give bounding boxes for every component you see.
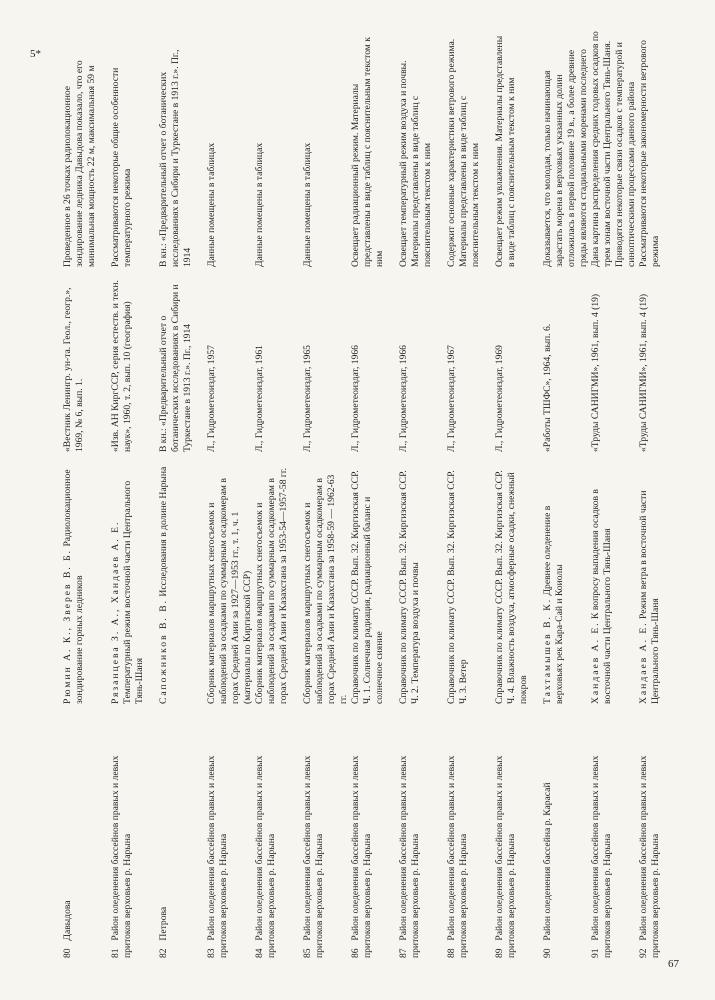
area-text: Район оледенения бассейнов правых и левых притоков верховьев р. Нарына bbox=[110, 755, 133, 958]
source-cell: «Труды САНИГМИ», 1961, вып. 4 (19) bbox=[590, 293, 601, 452]
work-title: Радиолокационное зондирование горных ледников bbox=[62, 469, 85, 704]
source-cell: «Труды САНИГМИ», 1961, вып. 4 (19) bbox=[638, 293, 649, 452]
source-cell: В кн.: «Предварительный отчет о ботанических исследованиях в Сибири и Туркестане в 1913 г.». Пг., 1914 bbox=[158, 284, 193, 452]
work-cell bbox=[206, 452, 254, 704]
content-cell: Освещает режим увлажнения. Материалы представлены в виде таблиц с пояснительным текстом к ним bbox=[494, 35, 517, 267]
area-text: Район оледенения бассейнов правых и левых притоков верховьев р. Нарына bbox=[302, 755, 325, 958]
source-cell: Л., Гидрометеоиздат, 1966 bbox=[398, 345, 409, 452]
work-cell bbox=[494, 452, 542, 704]
area-text: Район оледенения бассейнов правых и левых притоков верховьев р. Нарына bbox=[446, 755, 469, 958]
table-row bbox=[110, 30, 158, 958]
content-cell: Содержит основные характеристики ветрового режима. Материалы представлены в виде таблиц с пояснительным текстом к ним bbox=[446, 38, 481, 267]
work-cell bbox=[302, 452, 350, 704]
table-row bbox=[206, 30, 254, 958]
author-name: Рюмин А. К., Зверев В. Б. bbox=[62, 548, 73, 704]
table-row bbox=[590, 30, 638, 958]
work-cell bbox=[398, 452, 446, 704]
content-cell: Рассматриваются некоторые общие особенности температурного режима bbox=[110, 67, 133, 267]
source-cell: Л., Гидрометеоиздат, 1966 bbox=[350, 345, 361, 452]
glaciation-area-cell bbox=[398, 704, 446, 958]
area-text: Петрова bbox=[158, 906, 169, 941]
author-name: Сапожников В. В. bbox=[158, 598, 169, 704]
entry-number: 90 bbox=[542, 948, 553, 958]
work-title: Режим ветра в восточной части Центрального Тянь-Шаня bbox=[638, 490, 661, 704]
glaciation-area-cell bbox=[590, 704, 638, 958]
work-title: Справочник по климату СССР. Вып. 32. Киргизская ССР. Ч. 2. Температура воздуха и почвы bbox=[398, 470, 421, 704]
work-title: К вопросу выпадения осадков в восточной части Центрального Тянь-Шаня bbox=[590, 489, 613, 704]
content-cell: Данные помещены в таблицах bbox=[302, 142, 313, 267]
source-cell: Л., Гидрометеоиздат, 1969 bbox=[494, 345, 505, 452]
area-text: Район оледенения бассейнов правых и левых притоков верховьев р. Нарына bbox=[254, 755, 277, 958]
entry-number: 84 bbox=[254, 948, 265, 958]
content-cell: Данные помещены в таблицах bbox=[206, 142, 217, 267]
area-text: Район оледенения бассейнов правых и левых притоков верховьев р. Нарына bbox=[350, 755, 373, 958]
work-title: Температурный режим восточной части Центрального Тянь-Шаня bbox=[122, 480, 145, 704]
area-text: Район оледенения бассейнов правых и левых притоков верховьев р. Нарына bbox=[638, 755, 661, 958]
entry-number: 91 bbox=[590, 948, 601, 958]
entry-number: 81 bbox=[110, 948, 121, 958]
entry-number: 83 bbox=[206, 948, 217, 958]
work-cell bbox=[542, 452, 590, 704]
table-row bbox=[446, 30, 494, 958]
entry-number: 92 bbox=[638, 948, 649, 958]
work-cell bbox=[254, 452, 302, 704]
glaciation-area-cell bbox=[254, 704, 302, 958]
corner-mark: 5* bbox=[30, 48, 41, 60]
table-row bbox=[158, 30, 206, 958]
entry-number: 82 bbox=[158, 948, 169, 958]
table-row bbox=[494, 30, 542, 958]
table-row bbox=[542, 30, 590, 958]
source-cell: Л., Гидрометеоиздат, 1967 bbox=[446, 345, 457, 452]
work-title: Сборник материалов маршрутных снегосъемок и наблюдений за осадками по суммарным осадкомерам в горах Средней Азии за 1927—1953 гг., т. 1, ч. 1 (материалы по Киргизской ССР) bbox=[206, 478, 253, 704]
work-title: Справочник по климату СССР. Вып. 32. Киргизская ССР. Ч. 1. Солнечная радиация, радиационный баланс и солнечное сияние bbox=[350, 470, 385, 704]
work-cell bbox=[446, 452, 494, 704]
work-cell bbox=[110, 452, 158, 704]
work-cell bbox=[638, 452, 686, 704]
work-title: Сборник материалов маршрутных снегосъемок и наблюдений за осадками по суммарным осадкомерам в горах Средней Азии и Казахстана за 1953-54—1957-58 гг. bbox=[254, 467, 289, 704]
content-cell: Доказывается, что молодая, только начинающая зарастать морена в верховьях указанных долин отложилась в первой половине 19 в., а более древние гряды являются стадиальными моренами последнего bbox=[542, 49, 589, 267]
entry-number: 87 bbox=[398, 948, 409, 958]
entry-number: 88 bbox=[446, 948, 457, 958]
glaciation-area-cell bbox=[62, 704, 110, 958]
source-cell: Л., Гидрометеоиздат, 1965 bbox=[302, 345, 313, 452]
content-cell: Рассматриваются некоторые закономерности ветрового режима bbox=[638, 40, 661, 267]
entry-number: 85 bbox=[302, 948, 313, 958]
content-cell: Освещает радиационный режим. Материалы представлены в виде таблиц с пояснительным текстом к ним bbox=[350, 37, 385, 267]
rotated-table-page bbox=[62, 30, 672, 958]
table-row bbox=[302, 30, 350, 958]
content-cell: Проведенное в 26 точках радиолокационное зондирование ледника Давыдова показало, что его минимальная мощность 22 м, максимальная 59 м bbox=[62, 60, 97, 267]
author-name: Рязанцева З. А., Хандаев А. Е. bbox=[110, 520, 121, 704]
table-row bbox=[254, 30, 302, 958]
entry-number: 80 bbox=[62, 948, 73, 958]
table-row bbox=[350, 30, 398, 958]
glaciation-area-cell bbox=[206, 704, 254, 958]
source-cell: Л., Гидрометеоиздат, 1961 bbox=[254, 345, 265, 452]
work-cell bbox=[590, 452, 638, 704]
source-cell: «Изв. АН КиргССР, серия естеств. и техн. наук», 1960, т. 2, вып. 10 (география) bbox=[110, 280, 133, 452]
work-title: Справочник по климату СССР. Вып. 32. Киргизская ССР. Ч. 4. Влажность воздуха, атмосферные осадки, снежный покров bbox=[494, 470, 529, 704]
source-cell: «Вестник Ленингр. ун-та. Геол., геогр.», 1969, № 6, вып. 1. bbox=[62, 287, 85, 452]
work-title: Древнее оледенение в верховьях рек Кара-Сай и Коиолы bbox=[542, 505, 565, 704]
content-cell: Освещает температурный режим воздуха и почвы. Материалы представлены в виде таблиц с пояснительным текстом к ним bbox=[398, 60, 433, 267]
content-cell: Дана картина распределения средних годовых осадков по трем зонам восточной части Центрального Тянь-Шаня. Приводятся некоторые связи осадков с температурой и синоптическими процессами данного района bbox=[590, 31, 637, 267]
table-row bbox=[62, 30, 110, 958]
glaciation-area-cell bbox=[542, 704, 590, 958]
source-cell: Л., Гидрометеоиздат, 1957 bbox=[206, 345, 217, 452]
work-cell bbox=[350, 452, 398, 704]
area-text: Район оледенения бассейнов правых и левых притоков верховьев р. Нарына bbox=[398, 755, 421, 958]
author-name: Хандаев А. Е. bbox=[590, 621, 601, 704]
table-row bbox=[638, 30, 686, 958]
area-text: Район оледенения бассейна р. Карасай bbox=[542, 782, 553, 941]
area-text: Район оледенения бассейнов правых и левых притоков верховьев р. Нарына bbox=[494, 755, 517, 958]
glaciation-area-cell bbox=[110, 704, 158, 958]
glaciation-area-cell bbox=[302, 704, 350, 958]
work-cell bbox=[62, 452, 110, 704]
area-text: Давыдова bbox=[62, 900, 73, 941]
glaciation-area-cell bbox=[638, 704, 686, 958]
entry-number: 86 bbox=[350, 948, 361, 958]
content-cell: Данные помещены в таблицах bbox=[254, 142, 265, 267]
content-cell: В кн.: «Предварительный отчет о ботанических исследованиях в Сибири и Туркестане в 1913 г.». Пг., 1914 bbox=[158, 49, 193, 267]
area-text: Район оледенения бассейнов правых и левых притоков верховьев р. Нарына bbox=[206, 755, 229, 958]
glaciation-area-cell bbox=[158, 704, 206, 958]
work-cell bbox=[158, 452, 206, 704]
source-cell: «Работы ТШФС», 1964, вып. 6. bbox=[542, 323, 553, 452]
glaciation-area-cell bbox=[350, 704, 398, 958]
entry-number: 89 bbox=[494, 948, 505, 958]
work-title: Исследования в долине Нарына bbox=[158, 466, 169, 597]
table-row bbox=[398, 30, 446, 958]
work-title: Сборник материалов маршрутных снегосъемок и наблюдений за осадками по суммарным осадкомерам в горах Средней Азии и Казахстана за 1958-59 — 1962-63 гг. bbox=[302, 474, 349, 704]
area-text: Район оледенения бассейнов правых и левых притоков верховьев р. Нарына bbox=[590, 755, 613, 958]
author-name: Тахтамышев В. К. bbox=[542, 597, 553, 704]
glaciation-area-cell bbox=[446, 704, 494, 958]
page-number: 67 bbox=[668, 958, 679, 970]
work-title: Справочник по климату СССР. Вып. 32. Киргизская ССР. Ч. 3. Ветер bbox=[446, 470, 469, 704]
glaciation-area-cell bbox=[494, 704, 542, 958]
author-name: Хандаев А. Е. bbox=[638, 621, 649, 704]
